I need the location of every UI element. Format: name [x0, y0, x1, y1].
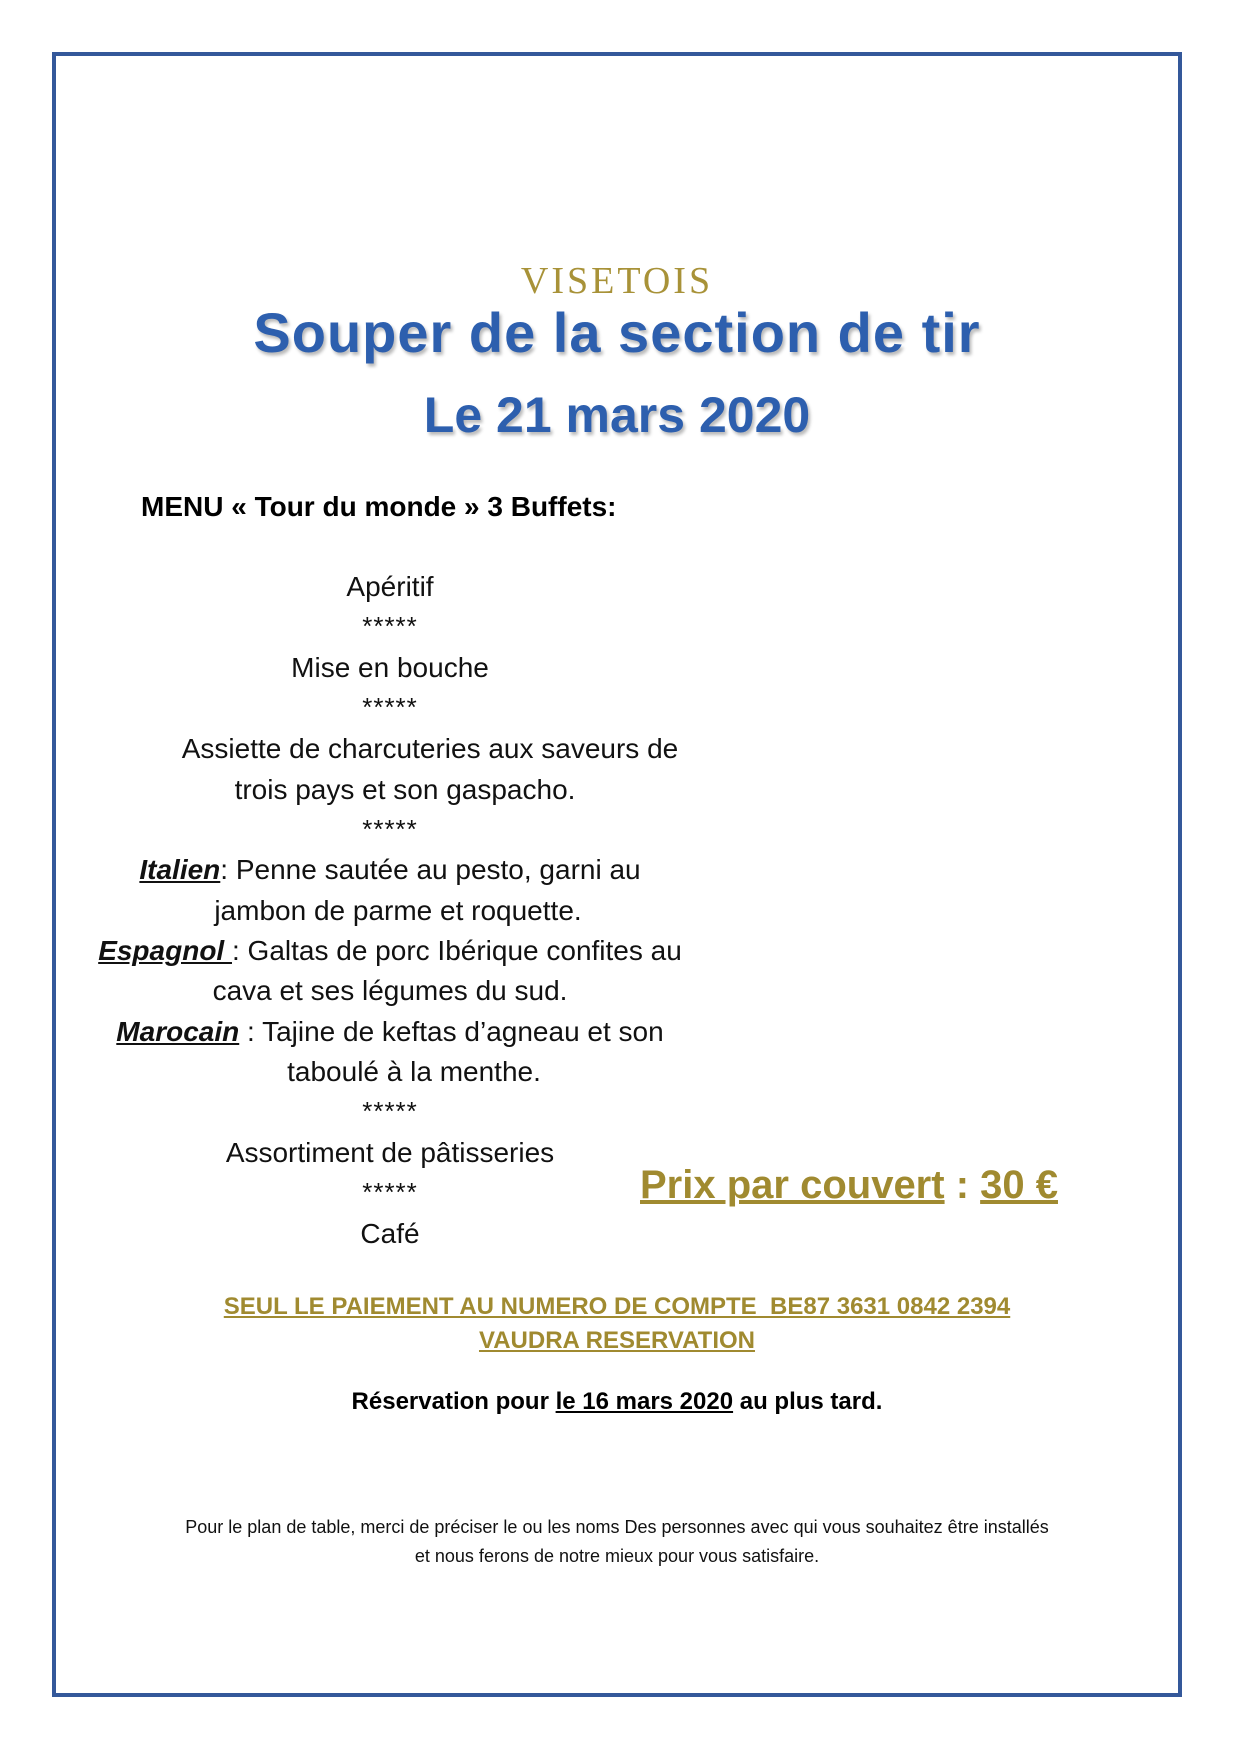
spanish-label: Espagnol	[98, 935, 232, 966]
price-amount: 30 €	[980, 1163, 1058, 1207]
reservation-date: le 16 mars 2020	[555, 1388, 734, 1415]
reservation-deadline	[52, 1388, 1182, 1417]
organization-name: VISETOIS	[520, 260, 714, 302]
menu-separator: *****	[362, 1096, 418, 1126]
reservation-suffix: au plus tard.	[733, 1388, 883, 1415]
payment-notice-line1: SEUL LE PAIEMENT AU NUMERO DE COMPTE BE87 3631 0842 2394	[223, 1293, 1011, 1320]
menu-item-dessert: Assortiment de pâtisseries	[225, 1137, 555, 1168]
price-separator: :	[944, 1163, 981, 1207]
menu-separator: *****	[362, 814, 418, 844]
menu-item-aperitif: Apéritif	[346, 571, 434, 602]
event-date: Le 21 mars 2020	[423, 387, 811, 443]
price-label: Prix par couvert	[640, 1163, 945, 1207]
payment-notice-line2: VAUDRA RESERVATION	[478, 1327, 756, 1354]
menu-item-starter-line2: trois pays et son gaspacho.	[234, 774, 576, 805]
menu-item-coffee: Café	[360, 1218, 420, 1249]
menu-item-italian-line2: jambon de parme et roquette.	[214, 895, 582, 926]
italian-text: : Penne sautée au pesto, garni au	[220, 854, 641, 885]
menu-separator: *****	[362, 1177, 418, 1207]
reservation-prefix: Réservation pour	[351, 1388, 556, 1415]
price-per-cover	[640, 1163, 1058, 1207]
moroccan-label: Marocain	[116, 1016, 240, 1047]
menu-separator: *****	[362, 611, 418, 641]
menu-item-moroccan	[40, 1018, 740, 1046]
menu-item-starter-line1: Assiette de charcuteries aux saveurs de	[181, 733, 679, 764]
menu-separator: *****	[362, 692, 418, 722]
menu-item-spanish	[70, 937, 710, 965]
spanish-text: : Galtas de porc Ibérique confites au	[231, 935, 682, 966]
menu-item-spanish-line2: cava et ses légumes du sud.	[212, 975, 568, 1006]
menu-item-italian	[70, 856, 710, 884]
moroccan-text: : Tajine de keftas d’agneau et son	[239, 1016, 664, 1047]
menu-item-amuse: Mise en bouche	[291, 652, 489, 683]
event-title: Souper de la section de tir	[253, 301, 981, 364]
seating-note-line1: Pour le plan de table, merci de préciser le ou les noms Des personnes avec qui vous souhaitez être installés	[185, 1517, 1049, 1537]
seating-note-line2: et nous ferons de notre mieux pour vous satisfaire.	[414, 1546, 820, 1566]
italian-label: Italien	[139, 854, 221, 885]
menu-item-moroccan-line2: taboulé à la menthe.	[287, 1056, 541, 1087]
menu-heading: MENU « Tour du monde » 3 Buffets:	[141, 491, 617, 522]
